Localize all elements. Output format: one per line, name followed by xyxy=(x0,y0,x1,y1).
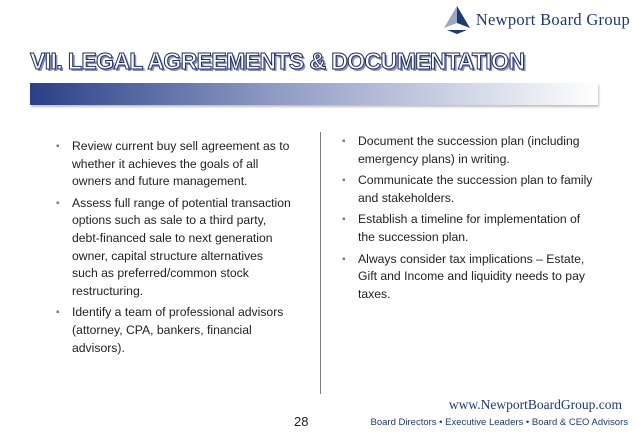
bullet-text: Identify a team of professional advisors (attorney, CPA, bankers, financial advisors). xyxy=(72,305,284,355)
left-bullet-list xyxy=(52,138,292,361)
list-item xyxy=(52,195,292,301)
list-item xyxy=(338,251,598,304)
bullet-icon: ▪ xyxy=(56,197,60,209)
bullet-icon: ▪ xyxy=(342,175,346,187)
list-item xyxy=(52,138,292,191)
bullet-icon: ▪ xyxy=(56,307,60,319)
page-number: 28 xyxy=(294,414,309,429)
logo-text: Newport Board Group xyxy=(475,10,630,29)
bullet-icon: ▪ xyxy=(342,214,346,226)
bullet-text: Assess full range of potential transaction options such as sale to a third party, debt-financed sale to next generation owner, capital structure alternatives such as preferred/common stock restructuring. xyxy=(72,195,291,298)
list-item xyxy=(338,133,598,168)
bullet-text: Document the succession plan (including emergency plans) in writing. xyxy=(358,134,580,166)
bullet-text: Establish a timeline for implementation of the succession plan. xyxy=(358,212,581,244)
sail-logo-icon xyxy=(444,6,470,34)
bullet-text: Always consider tax implications – Estate, Gift and Income and liquidity needs to pay taxes. xyxy=(358,251,585,301)
list-item xyxy=(338,172,598,207)
bullet-icon: ▪ xyxy=(342,253,346,265)
footer-tagline: Board Directors • Executive Leaders • Board & CEO Advisors xyxy=(370,417,628,428)
list-item xyxy=(52,304,292,357)
column-divider xyxy=(320,132,321,394)
bullet-icon: ▪ xyxy=(56,141,60,152)
bullet-icon: ▪ xyxy=(342,136,346,147)
bullet-text: Communicate the succession plan to family and stakeholders. xyxy=(358,173,593,205)
slide-title: VII. LEGAL AGREEMENTS & DOCUMENTATION xyxy=(30,48,525,74)
list-item xyxy=(338,211,598,246)
right-bullet-list xyxy=(338,133,598,307)
company-logo xyxy=(444,6,630,34)
title-banner xyxy=(30,83,598,105)
footer-url[interactable]: www.NewportBoardGroup.com xyxy=(448,397,622,412)
bullet-text: Review current buy sell agreement as to whether it achieves the goals of all owners and future management. xyxy=(72,139,290,189)
